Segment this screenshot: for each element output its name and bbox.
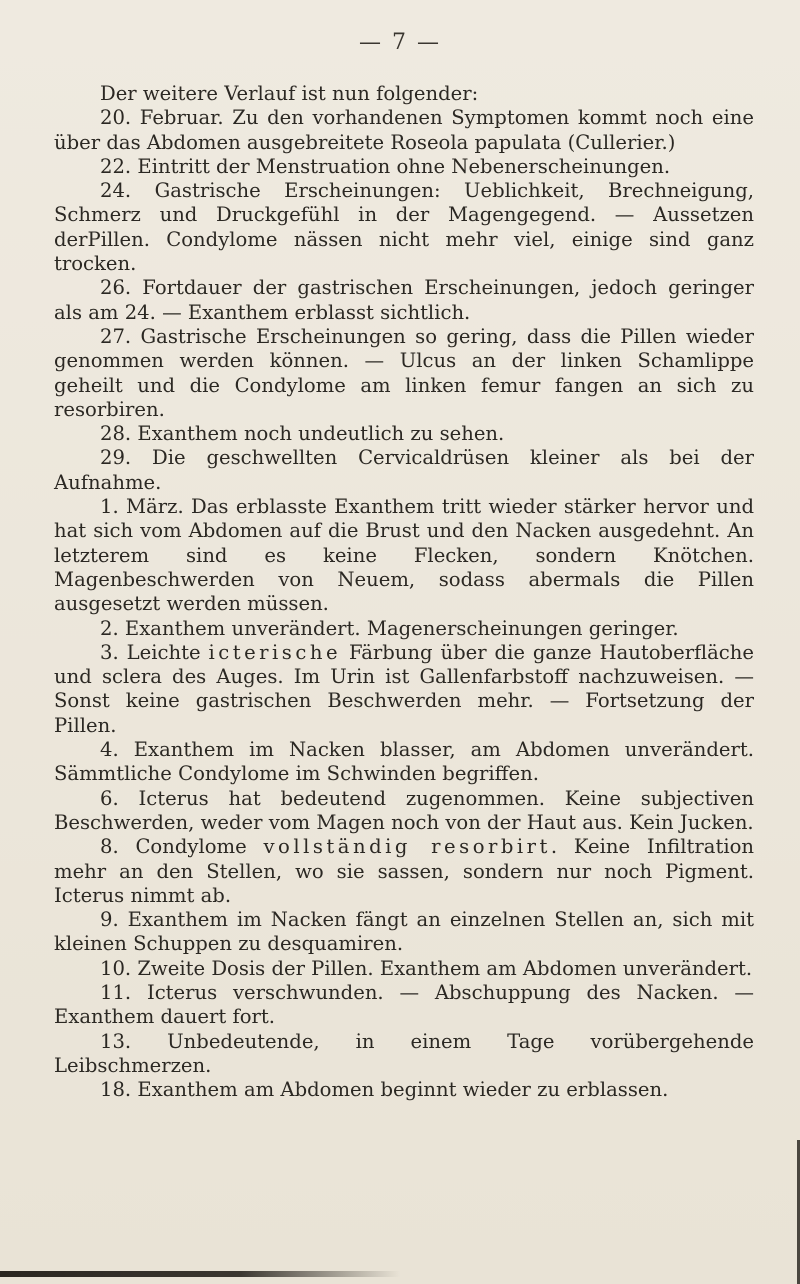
paragraph-text: 13. Unbedeutende, in einem Tage vorübergehende Leibschmerzen. xyxy=(54,1029,754,1077)
paragraph xyxy=(54,957,754,981)
paragraph-text: 11. Icterus verschwunden. — Abschuppung des Nacken. — Exanthem dauert fort. xyxy=(54,980,754,1029)
paragraph-text: 9. Exanthem im Nacken fängt an einzelnen Stellen an, sich mit kleinen Schuppen zu desquamiren. xyxy=(54,908,754,956)
paragraph-text: 1. März. Das erblasste Exanthem tritt wieder stärker hervor und hat sich vom Abdomen auf die Brust und den Nacken ausgedehnt. An letzterem sind es keine Flecken, sondern Knötchen. Magenbeschwerden von Neuem, sodass abermals die Pillen ausgesetzt werden müssen. xyxy=(54,495,754,616)
paragraph xyxy=(54,835,754,908)
paragraph-text: Der weitere Verlauf ist nun folgender: xyxy=(100,82,479,105)
paragraph xyxy=(54,641,754,738)
paragraph-text: 8. Condylome xyxy=(100,835,264,859)
paragraph-text: 2. Exanthem unverändert. Magenerscheinungen geringer. xyxy=(100,616,679,640)
paragraph xyxy=(54,617,754,641)
paragraph xyxy=(54,106,754,155)
paragraph-text: 27. Gastrische Erscheinungen so gering, dass die Pillen wieder genommen werden können. — Ulcus an der linken Schamlippe geheilt und die Condylome am linken femur fangen an sich zu resorbiren. xyxy=(54,324,754,421)
body-text xyxy=(54,82,754,1102)
paragraph-text: 10. Zweite Dosis der Pillen. Exanthem am Abdomen unverändert. xyxy=(100,956,753,980)
paragraph xyxy=(54,908,754,957)
paragraph xyxy=(54,495,754,616)
spaced-emphasis: vollständig resorbirt xyxy=(263,835,551,859)
paragraph xyxy=(54,446,754,495)
paragraph-text: 6. Icterus hat bedeutend zugenommen. Keine subjectiven Beschwerden, weder vom Magen noch von der Haut aus. Kein Jucken. xyxy=(54,786,754,834)
paragraph xyxy=(54,1078,754,1102)
paragraph-text: Färbung über die ganze Hautoberfläche und sclera des Auges. Im Urin ist Gallenfarbstoff nachzuweisen. — Sonst keine gastrischen Beschwerden mehr. — Fortsetzung der Pillen. xyxy=(54,640,754,737)
paragraph xyxy=(54,82,754,106)
paragraph xyxy=(54,787,754,836)
paragraph-text: 20. Februar. Zu den vorhandenen Symptomen kommt noch eine über das Abdomen ausgebreitete Roseola papulata (Cullerier.) xyxy=(54,106,754,154)
paragraph-text: 26. Fortdauer der gastrischen Erscheinungen, jedoch geringer als am 24. — Exanthem erblasst sichtlich. xyxy=(54,276,754,324)
paragraph xyxy=(54,179,754,276)
paragraph xyxy=(54,981,754,1030)
paragraph xyxy=(54,738,754,787)
paragraph-text: 29. Die geschwellten Cervicaldrüsen kleiner als bei der Aufnahme. xyxy=(54,446,754,494)
paragraph xyxy=(54,155,754,179)
spaced-emphasis: icterische xyxy=(208,640,342,664)
paragraph xyxy=(54,1030,754,1079)
paragraph-text: 28. Exanthem noch undeutlich zu sehen. xyxy=(100,422,505,446)
paragraph-text: 18. Exanthem am Abdomen beginnt wieder zu erblassen. xyxy=(100,1078,669,1102)
paragraph-text: 3. Leichte xyxy=(100,640,209,664)
page-number: — 7 — xyxy=(359,30,441,55)
paragraph-text: 4. Exanthem im Nacken blasser, am Abdomen unverändert. Sämmtliche Condylome im Schwinden begriffen. xyxy=(54,738,754,786)
paragraph-text: 22. Eintritt der Menstruation ohne Nebenerscheinungen. xyxy=(100,154,671,178)
paragraph xyxy=(54,325,754,422)
paragraph-text: . Keine Infiltration mehr an den Stellen, wo sie sassen, sondern nur noch Pigment. Icterus nimmt ab. xyxy=(54,835,754,907)
paragraph xyxy=(54,422,754,446)
bottom-rule xyxy=(0,1271,400,1277)
paragraph-text: 24. Gastrische Erscheinungen: Ueblichkeit, Brechneigung, Schmerz und Druckgefühl in der Magengegend. — Aussetzen derPillen. Condylome nässen nicht mehr viel, einige sind ganz trocken. xyxy=(54,179,754,276)
paragraph xyxy=(54,276,754,325)
